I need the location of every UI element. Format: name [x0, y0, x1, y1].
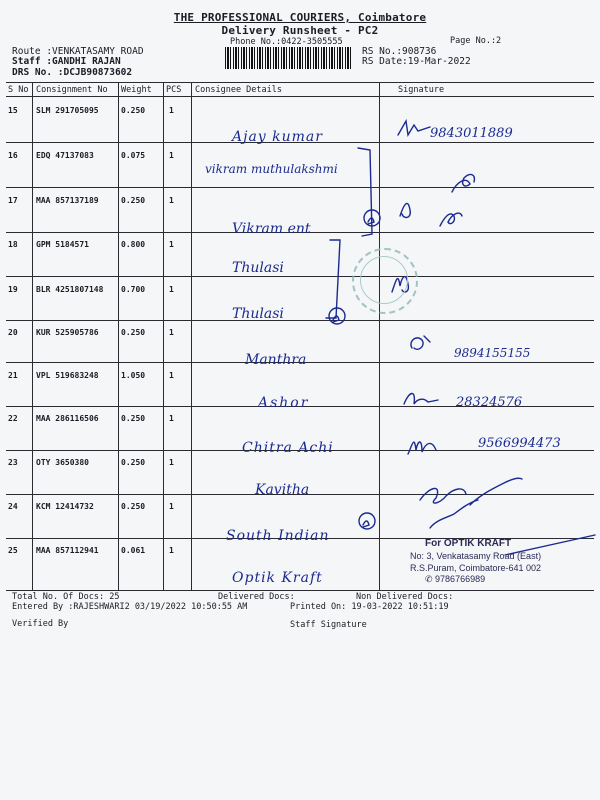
handwritten-consignee: South Indian [226, 528, 330, 544]
row-consignment: KCM 12414732 [36, 502, 94, 511]
row-consignment: OTY 3650380 [36, 458, 89, 467]
row-pcs: 1 [169, 502, 174, 511]
handwritten-signature-number: 9566994473 [478, 436, 561, 451]
handwritten-signature-number: 9894155155 [454, 346, 531, 360]
row-consignment: MAA 286116506 [36, 414, 99, 423]
handwritten-consignee: Ajay kumar [232, 129, 323, 145]
handwritten-signature-number: 28324576 [456, 395, 523, 410]
row-pcs: 1 [169, 285, 174, 294]
stamp-company-address: No: 3, Venkatasamy Road (East) [410, 551, 542, 561]
signature-scribble [408, 442, 436, 454]
handwritten-consignee: Thulasi [232, 306, 284, 322]
row-consignment: VPL 519683248 [36, 371, 99, 380]
row-sno: 17 [8, 196, 18, 205]
signature-scribble [452, 175, 474, 192]
col-header-sno: S No [8, 85, 29, 95]
row-weight: 0.250 [121, 106, 146, 115]
company-title: THE PROFESSIONAL COURIERS, Coimbatore [173, 11, 427, 24]
handwritten-consignee: vikram muthulakshmi [205, 162, 338, 176]
row-sno: 23 [8, 458, 18, 467]
row-consignment: KUR 525905786 [36, 328, 99, 337]
handwritten-consignee: Kavitha [255, 482, 310, 498]
staff-label: Staff :GANDHI RAJAN [12, 56, 121, 67]
handwritten-consignee: Vikram ent [232, 221, 311, 237]
row-weight: 0.250 [121, 196, 146, 205]
row-sno: 19 [8, 285, 18, 294]
col-header-pcs: PCS [166, 85, 182, 95]
row-consignment: SLM 291705095 [36, 106, 99, 115]
circled-number-mark [363, 521, 369, 527]
row-weight: 0.250 [121, 458, 146, 467]
row-weight: 0.250 [121, 502, 146, 511]
row-pcs: 1 [169, 546, 174, 555]
row-sno: 15 [8, 106, 18, 115]
row-weight: 0.700 [121, 285, 146, 294]
row-sno: 20 [8, 328, 18, 337]
phone-number: Phone No.:0422-3505555 [230, 37, 343, 47]
signature-scribble [411, 336, 430, 349]
signature-scribble [440, 213, 462, 226]
route-label: Route :VENKATASAMY ROAD [12, 46, 144, 57]
stamp-company-name: For OPTIK KRAFT [425, 538, 512, 549]
row-pcs: 1 [169, 328, 174, 337]
row-consignment: GPM 5184571 [36, 240, 89, 249]
row-sno: 16 [8, 151, 18, 160]
row-pcs: 1 [169, 414, 174, 423]
row-pcs: 1 [169, 458, 174, 467]
page-number: Page No.:2 [450, 36, 502, 46]
non-delivered-docs: Non Delivered Docs: [356, 592, 454, 602]
row-sno: 18 [8, 240, 18, 249]
row-weight: 0.800 [121, 240, 146, 249]
verified-by: Verified By [12, 619, 69, 629]
printed-on: Printed On: 19-03-2022 10:51:19 [290, 602, 449, 612]
handwritten-consignee: Manthra [245, 352, 307, 368]
col-header-consignment: Consignment No [36, 85, 108, 95]
row-weight: 0.061 [121, 546, 146, 555]
staff-signature-label: Staff Signature [290, 620, 367, 630]
row-consignment: EDQ 47137083 [36, 151, 94, 160]
signature-scribble [470, 478, 522, 505]
total-docs: Total No. Of Docs: 25 [12, 592, 120, 602]
delivered-docs: Delivered Docs: [218, 592, 295, 602]
row-weight: 1.050 [121, 371, 146, 380]
handwritten-consignee: Thulasi [232, 260, 284, 276]
row-weight: 0.075 [121, 151, 146, 160]
drs-number: DRS No. :DCJB90873602 [12, 67, 133, 78]
signature-scribble [400, 203, 410, 217]
stamp-company-address: R.S.Puram, Coimbatore-641 002 [410, 563, 542, 573]
row-sno: 21 [8, 371, 18, 380]
row-pcs: 1 [169, 106, 174, 115]
entered-by: Entered By :RAJESHWARI2 03/19/2022 10:50:55 AM [12, 602, 248, 612]
handwritten-consignee: Ashor [258, 395, 310, 411]
rs-date: RS Date:19-Mar-2022 [362, 56, 471, 67]
row-consignment: MAA 857112941 [36, 546, 99, 555]
rs-number: RS No.:908736 [362, 46, 437, 57]
row-pcs: 1 [169, 151, 174, 160]
handwritten-consignee: Chitra Achi [242, 440, 334, 456]
row-sno: 24 [8, 502, 18, 511]
col-header-consignee: Consignee Details [195, 85, 282, 95]
row-sno: 22 [8, 414, 18, 423]
col-header-signature: Signature [398, 85, 445, 95]
stamp-company-phone: ✆ 9786766989 [425, 574, 486, 584]
row-consignment: MAA 857137189 [36, 196, 99, 205]
round-stamp-inner [360, 256, 408, 304]
col-header-weight: Weight [121, 85, 152, 95]
sheet-title: Delivery Runsheet - PC2 [221, 24, 379, 37]
row-weight: 0.250 [121, 328, 146, 337]
signature-scribble [404, 394, 438, 405]
row-weight: 0.250 [121, 414, 146, 423]
row-pcs: 1 [169, 196, 174, 205]
row-pcs: 1 [169, 371, 174, 380]
handwritten-consignee: Optik Kraft [232, 570, 323, 586]
row-sno: 25 [8, 546, 18, 555]
handwritten-signature-number: 9843011889 [430, 126, 513, 141]
row-pcs: 1 [169, 240, 174, 249]
signature-scribble [420, 488, 466, 503]
row-consignment: BLR 4251807148 [36, 285, 104, 294]
signature-scribble [398, 121, 430, 135]
bracket-mark [326, 240, 340, 318]
